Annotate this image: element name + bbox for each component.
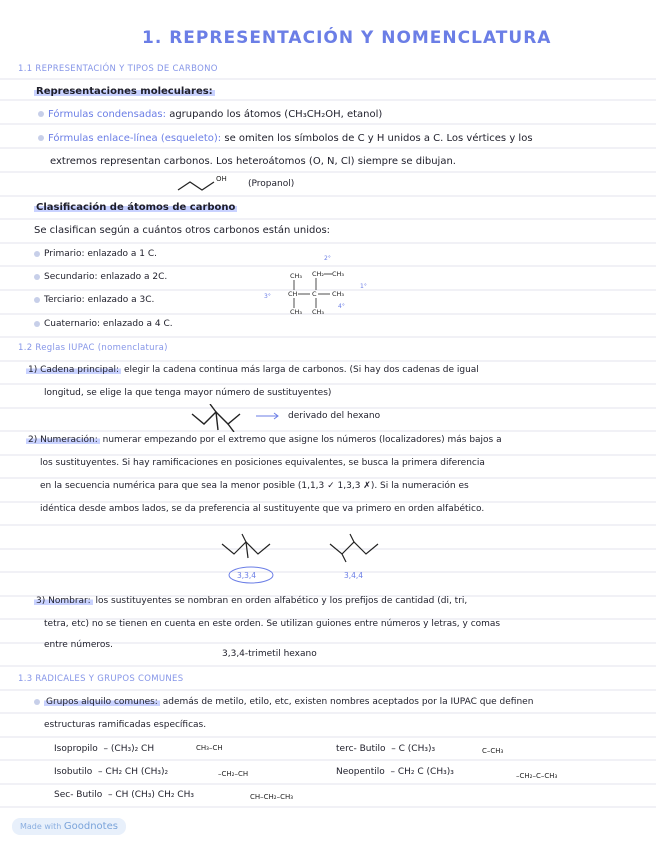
rule-1-text-2: longitud, se elige la que tenga mayor número de sustituyentes) <box>44 388 332 398</box>
bullet-dot <box>34 321 40 327</box>
numbering-good-structure <box>216 530 286 586</box>
num-good: 3,3,4 <box>237 571 257 580</box>
rule-3: 3) Nombrar: los sustituyentes se nombran en orden alfabético y los prefijos de cantidad (di, tri, <box>36 596 468 606</box>
propanol-oh: OH <box>216 175 227 183</box>
numbering-bad-structure <box>324 530 394 586</box>
skeletal-label: Fórmulas enlace-línea (esqueleto): <box>48 133 222 144</box>
svg-text:2°: 2° <box>324 255 331 262</box>
rule-3-label: 3) Nombrar: <box>36 596 91 606</box>
svg-text:CH₃: CH₃ <box>312 308 325 316</box>
bullet-dot <box>34 699 40 705</box>
rule-2-text-2: los sustituyentes. Si hay ramificaciones en posiciones equivalentes, se busca la primera diferencia <box>40 458 485 468</box>
isopropilo-structure: CH₃–CH <box>196 744 223 752</box>
svg-text:CH: CH <box>288 290 298 298</box>
rule-2-text-4: idéntica desde ambos lados, se da preferencia al sustituyente que va primero en orden alfabético. <box>40 504 485 514</box>
hexane-label: derivado del hexano <box>288 411 381 421</box>
class-intro: Se clasifican según a cuántos otros carbonos están unidos: <box>34 225 331 236</box>
secbutilo-structure: CH–CH₂–CH₃ <box>250 793 294 801</box>
rule-2-text-3: en la secuencia numérica para que sea la menor posible (1,1,3 ✓ 1,3,3 ✗). Si la numeración es <box>40 481 469 491</box>
rule-2: 2) Numeración: numerar empezando por el extremo que asigne los números (localizadores) más bajos a <box>28 435 502 445</box>
tercbutilo-structure: C–CH₃ <box>482 747 504 755</box>
svg-text:3°: 3° <box>264 293 271 300</box>
bullet-dot <box>34 274 40 280</box>
groups-text-2: estructuras ramificadas específicas. <box>44 720 207 730</box>
propanol-structure <box>176 172 236 194</box>
item-secundario: Secundario: enlazado a 2C. <box>34 272 167 282</box>
bullet-dot <box>38 135 44 141</box>
isobutilo-structure: –CH₂–CH <box>218 770 249 778</box>
section-heading-1-3: 1.3 RADICALES Y GRUPOS COMUNES <box>18 674 184 684</box>
condensed-label: Fórmulas condensadas: <box>48 109 167 120</box>
svg-text:CH₃: CH₃ <box>332 270 345 278</box>
item-primario: Primario: enlazado a 1 C. <box>34 249 157 259</box>
skeletal-text-2: extremos representan carbonos. Los heteroátomos (O, N, Cl) siempre se dibujan. <box>50 156 456 167</box>
num-bad: 3,4,4 <box>344 571 364 580</box>
svg-text:C: C <box>312 290 317 298</box>
hexane-structure <box>190 404 300 432</box>
neopentilo-row: Neopentilo – CH₂ C (CH₃)₃ <box>336 767 454 777</box>
page-title: 1. REPRESENTACIÓN Y NOMENCLATURA <box>142 28 552 48</box>
item-terciario: Terciario: enlazado a 3C. <box>34 295 154 305</box>
groups-bullet: Grupos alquilo comunes: además de metilo, etilo, etc, existen nombres aceptados por la IUPAC que definen <box>34 697 533 707</box>
rule-3-text-3: entre números. <box>44 640 113 650</box>
svg-text:CH₃: CH₃ <box>290 272 303 280</box>
rule-1-label: 1) Cadena principal: <box>28 365 120 375</box>
secbutilo-row: Sec- Butilo – CH (CH₃) CH₂ CH₃ <box>54 790 194 800</box>
carbon-types-structure <box>262 252 372 320</box>
svg-text:CH₃: CH₃ <box>332 290 345 298</box>
subheading-representaciones: Representaciones moleculares: <box>36 86 213 97</box>
bullet-condensed <box>38 109 382 120</box>
propanol-label: (Propanol) <box>248 179 295 189</box>
section-heading-1-1: 1.1 REPRESENTACIÓN Y TIPOS DE CARBONO <box>18 64 218 74</box>
bullet-dot <box>34 251 40 257</box>
skeletal-text-1: se omiten los símbolos de C y H unidos a C. Los vértices y los <box>224 133 533 144</box>
section-heading-1-2: 1.2 Reglas IUPAC (nomenclatura) <box>18 343 168 353</box>
bullet-dot <box>34 297 40 303</box>
svg-text:CH₃: CH₃ <box>290 308 303 316</box>
example-name: 3,3,4-trimetil hexano <box>222 649 317 659</box>
neopentilo-structure: –CH₂–C–CH₃ <box>516 772 558 780</box>
groups-label: Grupos alquilo comunes: <box>46 697 158 707</box>
svg-text:4°: 4° <box>338 303 345 310</box>
class-heading: Clasificación de átomos de carbono <box>36 202 236 213</box>
isopropilo-row: Isopropilo – (CH₃)₂ CH <box>54 744 155 754</box>
bullet-dot <box>38 111 44 117</box>
rule-3-text-2: tetra, etc) no se tienen en cuenta en este orden. Se utilizan guiones entre números y letras, y comas <box>44 619 501 629</box>
rule-2-label: 2) Numeración: <box>28 435 98 445</box>
bullet-skeletal <box>38 133 533 144</box>
rule-1: 1) Cadena principal: elegir la cadena continua más larga de carbonos. (Si hay dos cadenas de igual <box>28 365 479 375</box>
item-cuaternario: Cuaternario: enlazado a 4 C. <box>34 319 173 329</box>
svg-text:CH₂: CH₂ <box>312 270 325 278</box>
tercbutilo-row: terc- Butilo – C (CH₃)₃ <box>336 744 436 754</box>
condensed-text: agrupando los átomos (CH₃CH₂OH, etanol) <box>169 109 383 120</box>
svg-text:1°: 1° <box>360 283 367 290</box>
isobutilo-row: Isobutilo – CH₂ CH (CH₃)₂ <box>54 767 169 777</box>
goodnotes-badge: Made with Goodnotes <box>12 818 126 835</box>
